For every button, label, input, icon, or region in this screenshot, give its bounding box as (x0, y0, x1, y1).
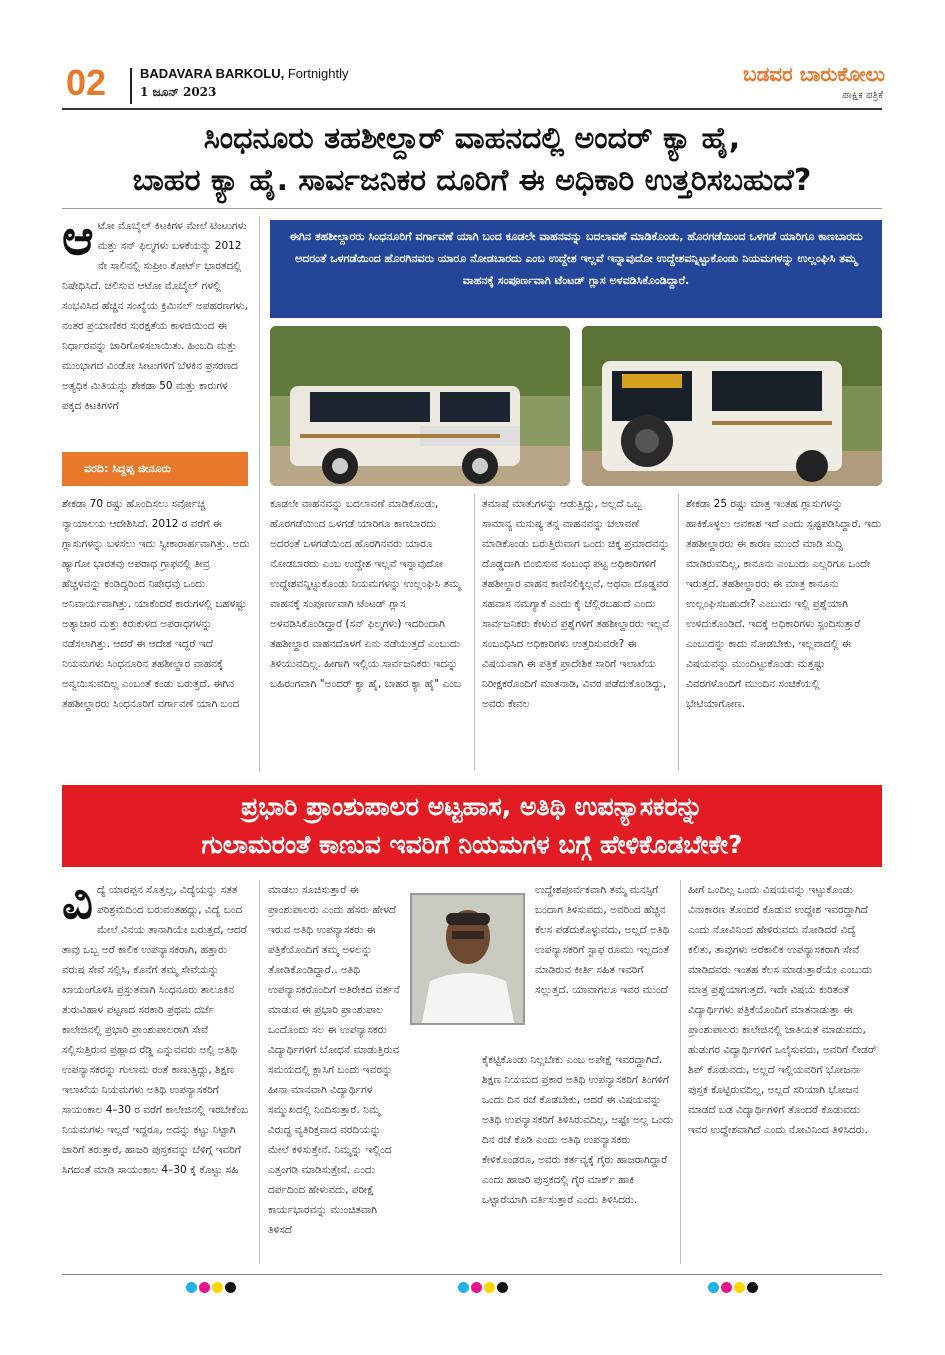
column-divider (259, 216, 260, 772)
dropcap: ವಿ (62, 880, 93, 930)
vehicle-photo-front (270, 326, 570, 486)
story2-column-1: ವಿ ದ್ಯೆ ಯಾರಪ್ಪನ ಸೊತ್ತಲ್ಲ, ವಿದ್ಯೆಯನ್ನು ಸತತ ಪರಿಶ್ರಮದಿಂದ ಬರುವಂತಹದ್ದು, ವಿದ್ಯೆ ಬಂದ ಮೇಲೆ ವಿನಯ ತಾನಾಗಿಯೇ ಬರುತ್ತದೆ, ಆದರೆ ತಾವು ಒಬ್ಬ ಅರೆ ಕಾಲಿಕ ಉಪನ್ಯಾಸಕರಾಗಿ, ಹತ್ತಾರು ವರುಷ ಸೇವೆ ಸಲ್ಲಿಸಿ, ಕೊನೆಗೆ ತಮ್ಮ ಸೇವೆಯನ್ನು ಖಾಯಂಗೊಳಿಸಿ ಪ್ರಸ್ತುತವಾಗಿ ಸಿಂಧನೂರು ತಾಲೂಕಿನ ತುರುವಿಹಾಳ ಪಟ್ಟಣದ ಸರಕಾರಿ ಪ್ರಥಮ ದರ್ಜೆ ಕಾಲೇಜಿನಲ್ಲಿ ಪ್ರಭಾರಿ ಪ್ರಾಂಶುಪಾಲರಾಗಿ ಸೇವೆ ಸಲ್ಲಿಸುತ್ತಿರುವ ಪ್ರಹ್ಲಾದ ರೆಡ್ಡಿ ಎನ್ನುವವರು ಅಲ್ಲಿ ಅತಿಥಿ ಉಪನ್ಯಾಸಕರನ್ನು ಗುಲಾಮ ರಂತೆ ಕಾಣುತ್ತಿದ್ದು, ಶಿಕ್ಷಣ ಇಲಾಖೆಯ ನಿಯಮಗಳು ಅತಿಥಿ ಉಪನ್ಯಾಸಕರಿಗೆ ಸಾಯಂಕಾಲ 4–30 ರ ವರೆಗೆ ಕಾಲೇಜಿನಲ್ಲಿ ಇರಬೇಕೆಂಬ ನಿಯಮಗಳು ಇಲ್ಲದೆ ಇದ್ದರೂ, ಅದನ್ನು ಕಟ್ಟು ನಿಟ್ಟಾಗಿ ಜಾರಿಗೆ ತರುತ್ತಾರೆ, ಹಾಜರಿ ಪುಸ್ತಕವನ್ನು ಬೆಳಿಗ್ಗೆ ಇವರಿಗೆ ಸಿಗದಂತೆ ಮಾಡಿ ಸಾಯಂಕಾಲ 4–30 ಕ್ಕೆ ಕೊಟ್ಟು ಸಹಿ (62, 880, 249, 1176)
registration-marks-center (458, 1282, 508, 1294)
issue-date: 1 ಜೂನ್ 2023 (140, 85, 217, 99)
story2-column-4: ಹೀಗೆ ಒಂದಿಲ್ಲ ಒಂದು ವಿಷಯವನ್ನು ಇಟ್ಟುಕೊಂಡು ವಿನಾಕಾರಣ ತೊಂದರೆ ಕೊಡುವ ಉದ್ದೇಶ ಇವರದ್ದಾಗಿದೆ ಎಂದು ನೋವಿನಿಂದ ಹೇಳಿರುವದು ನೋಡಿದರೆ ವಿದ್ಯೆ ಕಲಿತು, ತಾವುಗಳು ಅರೆಕಾಲಿಕ ಉಪನ್ಯಾಸಕರಾಗಿ ಸೇವೆ ಮಾಡಿದವರು ಇಂತಹ ಕೆಲಸ ಮಾಡುತ್ತಾರೆಯೇ ಎಂಬುದು ಮಾತ್ರ ಪ್ರಶ್ನೆಯಾಗುತ್ತದೆ. ಇದೇ ವಿಷಯ ಕುರಿತಂತೆ ವಿದ್ಯಾರ್ಥಿಗಳು ಪತ್ರಿಕೆಯೊಂದಿಗೆ ಮಾತನಾಡುತ್ತಾ ಈ ಪ್ರಾಂಶುಪಾಲರು ಕಾಲೇಜಿನಲ್ಲಿ ಜಾತಿಯತೆ ಮಾಡುವದು, ಹುಡುಗರ ವಿದ್ಯಾರ್ಥಿಗಳಿಗೆ ಒಲೈಸುವದು, ಅವರಿಗೆ ಲೀಡರ್ ಶಿಪ್ ಕೊಡುವದು, ಅಲ್ಲದೆ ಇಲ್ಲಿಯವರಿಗೆ ಭೋಜನಾ ಪುಸ್ತಕ ಕೊಟ್ಟಿರುವದಿಲ್ಲ, ಅಲ್ಲದೆ ಸರಿಯಾಗಿ ಭೋಜನ ಮಾಡದೆ ಬಡ ವಿದ್ಯಾರ್ಥಿಗಳಿಗೆ ತೊಂದರೆ ಕೊಡುವದು ಇವರ ಉದ್ದೇಶವಾಗಿದೆ ಎಂದು ನೋವಿನಿಂದ ತಿಳಿಸಿದರು. (688, 884, 877, 1136)
brand-subtitle: ಪಾಕ್ಷಿಕ ಪತ್ರಿಕೆ (842, 90, 883, 101)
story2-column-3-bottom: ಕೈಕಟ್ಟಿಕೊಂಡು ನಿಲ್ಲಬೇಕು ಎಂಬ ಅಪೇಕ್ಷೆ ಇವರದ್ದಾಗಿದೆ. ಶಿಕ್ಷಣ ನಿಯಮದ ಪ್ರಕಾರ ಅತಿಥಿ ಉಪನ್ಯಾಸಕರಿಗೆ ತಿಂಗಳಿಗೆ ಒಂದು ದಿನ ರಜೆ ಕೊಡಬೇಕು, ಆದರೆ ಈ ವಿಷಯವನ್ನು ಅತಿಥಿ ಉಪನ್ಯಾಸಕರಿಗೆ ತಿಳಿಸಿರುವದಿಲ್ಲ, ಅಷ್ಟೇ ಅಲ್ಲ ಒಂದು ದಿನ ರಜೆ ಕೊಡಿ ಎಂದು ಅತಿಥಿ ಉಪನ್ಯಾಸಕರು ಕೇಳಿಕೊಂಡರೂ, ಅವರು ಕರ್ತವ್ಯಕ್ಕೆ ಗೈರು ಹಾಜರಾಗಿದ್ದಾರೆ ಎಂದು ಹಾಜರಿ ಪುಸ್ತಕದಲ್ಲಿ ಗೈರ ಮಾರ್ಕ್ ಹಾಕಿ ಒಟ್ಟಾರೆಯಾಗಿ ವರ್ತಿಸುತ್ತಾರೆ ಎಂದು ತಿಳಿಸಿದರು. (482, 1054, 674, 1206)
brand-title: ಬಡವರ ಬಾರುಕೋಲು (743, 62, 885, 86)
suv-rear-image (582, 326, 882, 486)
footer-rule (62, 1274, 882, 1275)
story2-headline-banner: ಪ್ರಭಾರಿ ಪ್ರಾಂಶುಪಾಲರ ಅಟ್ಟಹಾಸ, ಅತಿಥಿ ಉಪನ್ಯಾಸಕರನ್ನು ಗುಲಾಮರಂತೆ ಕಾಣುವ ಇವರಿಗೆ ನಿಯಮಗಳ ಬಗ್ಗೆ ಹೇಳಿಕೊಡಬೇಕೇ? (62, 785, 882, 867)
principal-portrait (410, 893, 525, 1025)
registration-marks-left (186, 1282, 236, 1294)
byline: ವರದಿ: ಸಿದ್ದಪ್ಪ ಜೀನೂರು (62, 452, 248, 486)
column-divider (474, 494, 475, 770)
story1-column-2: ಕೂಡಲೇ ವಾಹನವನ್ನು ಬದಲಾವಣೆ ಮಾಡಿಕೊಂಡು, ಹೊರಗಡೆಯಿಂದ ಒಳಗಡೆ ಯಾರಿಗೂ ಕಾಣಬಾರದು ಅದರಂತೆ ಒಳಗಡೆಯಿಂದ ಹೊರಗಿನವರು ಯಾರೂ ನೋಡಬಾರದು ಎಂಬ ಉದ್ದೇಶ ಇಲ್ಲವೆ ಇನ್ನಾವುದೋ ಉದ್ದೇಶವನ್ನಿಟ್ಟುಕೊಂಡು ನಿಯಮಗಳನ್ನು ಉಲ್ಲಂಘಿಸಿ ತಮ್ಮ ವಾಹನಕ್ಕೆ ಸಂಪೂರ್ಣವಾಗಿ ಟೆಂಟಡ್ ಗ್ಲಾಸ ಅಳವಡಿಸಿಕೊಂಡಿದ್ದಾರೆ (ಸನ್ ಫಿಲ್ಮಗಳು) ಇದರಿಂದಾಗಿ ತಹಶೀಲ್ದಾರ ವಾಹನದೊಳಗೆ ಏನು ನಡೆಯುತ್ತದೆ ಎಂಬುದು ತಿಳಿಯುವದಿಲ್ಲ. ಹೀಗಾಗಿ ಇಲ್ಲಿಯ ಸಾರ್ವಜನಿಕರು ಇದನ್ನು ಬಹಿರಂಗವಾಗಿ "ಅಂದರ್ ಕ್ಯಾ ಹೈ, ಬಾಹರ ಕ್ಯಾ ಹೈ" ಎಂಬ (270, 498, 461, 690)
dropcap: ಆ (62, 216, 94, 266)
column-divider (678, 494, 679, 770)
story1-column-1-bottom: ಶೇಕಡಾ 70 ರಷ್ಟು ಹೊಂದಿಸಲು ಸರ್ವೋಚ್ಚ ನ್ಯಾಯಾಲಯ ಆದೇಶಿಸಿದೆ. 2012 ರ ವರೆಗೆ ಈ ಗ್ಲಾಸುಗಳನ್ನು ಬಳಸಲು ಇದು ಸ್ವೀಕಾರಾರ್ಹವಾಗಿತ್ತು. ಅದು ಹ್ಯಾಗೋ ಭಾರತವು ಅಪರಾಧ ಗ್ರಾಫನಲ್ಲಿ ತೀವ್ರ ಹೆಚ್ಚಳವನ್ನು ಕಂಡಿದ್ದರಿಂದ ನಿಷೇಧವು ಒಂದು ಅನಿವಾರ್ಯವಾಗಿತ್ತು. ಯಾಕೆಂದರೆ ಕಾರುಗಳಲ್ಲಿ ಬಹಳಷ್ಟು ಅತ್ಯಾಚಾರ ಮತ್ತು ಕಿರುಕುಳದ ಅಪರಾಧಗಳನ್ನು ನಡೆಸಲಾಗಿತ್ತು. ಆದರೆ ಈ ಆದೇಶ ಇದ್ದರೆ ಇದೆ ನಿಯಮಗಳು ಸಿಂಧನೂರಿನ ತಹಶೀಲ್ದಾರ ವಾಹನಕ್ಕೆ ಅನ್ವಯಿಸುವದಿಲ್ಲ ಎಂಬಂತೆ ಕಂಡು ಬರುತ್ತದೆ. ಈಗಿನ ತಹಶೀಲ್ದಾರರು ಸಿಂಧನೂರಿಗೆ ವರ್ಗಾವಣೆ ಯಾಗಿ ಬಂದ (62, 498, 250, 710)
story1-column-3: ತಮಾಷೆ ಮಾತುಗಳನ್ನು ಆಡುತ್ತಿದ್ದು, ಅಲ್ಲದೆ ಒಬ್ಬ ಸಾಮಾನ್ಯ ಮನುಷ್ಯ ತನ್ನ ವಾಹನವನ್ನು ಚಲಾವಣೆ ಮಾಡಿಕೊಂಡು ಬರುತ್ತಿರುವಾಗ ಒಂದು ಚಿಕ್ಕ ಪ್ರಮಾದವನ್ನು ದೊಡ್ಡದಾಗಿ ಬಿಂಬಿಸುವ ಸಂಬಂಧ ಪಟ್ಟ ಅಧಿಕಾರಿಗಳಿಗೆ ತಹಶೀಲ್ದಾರ ವಾಹನ ಕಾಣಿಸಲಿಕ್ಕಿಲ್ಲವೆ, ಅಥವಾ ದೊಡ್ಡವರ ಸಹವಾಸ ನಮಗ್ಯಾಕೆ ಎಂದು ಕೈ ಚೆಲ್ಲಿರಬಹುದೆ ಎಂದು ಸಾರ್ವಜನಿಕರು ಕೇಳುವ ಪ್ರಶ್ನೆಗಳಿಗೆ ತಹಶೀಲ್ದಾರರು ಇಲ್ಲವೆ ಸಂಬಂಧಿಸಿದ ಅಧಿಕಾರಿಗಳು ಉತ್ತರಿಸುವರೇ? ಈ ವಿಷಯವಾಗಿ ಈ ಪತ್ರಿಕೆ ಪ್ರಾದೇಶಿಕ ಸಾರಿಗೆ ಇಲಾಖೆಯ ನಿರೀಕ್ಷಕರೊಂದಿಗೆ ಮಾತನಾಡಿ, ವಿವರ ಪಡೆದುಕೊಂಡಿದ್ದು, ಅವರು ಕೇವಲ (482, 498, 670, 710)
vehicle-photo-rear (582, 326, 882, 486)
header-divider (130, 68, 132, 104)
story2-column-2: ಮಾಡಲು ಸೂಚಿಸುತ್ತಾರೆ ಈ ಪ್ರಾಂಶುಪಾಲರು ಎಂದು ಹೆಸರು ಹೇಳದೆ ಇರುವ ಅತಿಥಿ ಉಪನ್ಯಾಸಕರು ಈ ಪತ್ರಿಕೆಯೊಂದಿಗೆ ತಮ್ಮ ಅಳಲನ್ನು ತೋಡಿಕೊಂಡಿದ್ದಾರೆ.. ಅತಿಥಿ ಉಪನ್ಯಾಸಕರೊಂದಿಗೆ ಅತಿರೇಕದ ವರ್ತನೆ ಮಾಡುವ ಈ ಪ್ರಭಾರಿ ಪ್ರಾಂಶುಪಾಲ ಒಂದೊಂದು ಸಲ ಈ ಉಪನ್ಯಾಸಕರು ವಿದ್ಯಾರ್ಥಿಗಳಿಗೆ ಬೋಧನೆ ಮಾಡುತ್ತಿರುವ ಸಮಯದಲ್ಲಿ ಕ್ಲಾಸಿಗೆ ಬಂದು ಇವರನ್ನು ಹೀನಾ ಮಾನವಾಗಿ ವಿದ್ಯಾರ್ಥಿಗಳ ಸಮ್ಮುಖದಲ್ಲಿ ನಿಂದಿಸುತ್ತಾರೆ. ನಿಮ್ಮ ವಿರುದ್ಧ ವ್ಯತಿರಿಕ್ತವಾದ ವರದಿಯನ್ನು ಮೇಲೆ ಕಳಿಸುತ್ತೇನೆ. ನಿಮ್ಮನ್ನು ಇಲ್ಲಿಂದ ಎತ್ತಂಗಡಿ ಮಾಡಿಸುತ್ತೇನೆ. ಎಂದು ದರ್ಪದಿಂದ ಹೇಳುವದು, ಪರೀಕ್ಷೆ ಕಾರ್ಯಭಾರವನ್ನು ಮುಂಚಿತವಾಗಿ ತಿಳಿಸದೆ (268, 884, 400, 1236)
story1-headline: ಸಿಂಧನೂರು ತಹಶೀಲ್ದಾರ್ ವಾಹನದಲ್ಲಿ ಅಂದರ್ ಕ್ಯಾ ಹೈ, ಬಾಹರ ಕ್ಯಾ ಹೈ. ಸಾರ್ವಜನಿಕರ ದೂರಿಗೆ ಈ ಅಧಿಕಾರಿ ಉತ್ತರಿಸಬಹುದೆ? (132, 121, 812, 198)
paper-name: BADAVARA BARKOLU, Fortnightly (140, 66, 349, 81)
header-rule (62, 108, 882, 110)
column-divider (680, 880, 681, 1264)
story1-column-4: ಶೇಕಡಾ 25 ರಷ್ಟು ಮಾತ್ರ ಇಂತಹ ಗ್ಲಾಸುಗಳನ್ನು ಹಾಕಿಕೊಳ್ಳಲು ಅವಕಾಶ ಇದೆ ಎಂದು ಸ್ಪಷ್ಟಪಡಿಸಿದ್ದಾರೆ. ಇದು ತಹಶೀಲ್ದಾರರು ಈ ಕಾರಣ ಮುಂದೆ ಮಾಡಿ ಸುದ್ದಿ ಮಾಡಿರುವದಿಲ್ಲ, ಕಾನೂನು ಎಂಬುದು ಎಲ್ಲರಿಗೂ ಒಂದೇ ಇರುತ್ತದೆ. ತಹಶೀಲ್ದಾರರು ಈ ಮಾತ್ರ ಕಾನೂನು ಉಲ್ಲಂಘಿಸಬಹುದೇ? ಎಂಬುದು ಇಲ್ಲಿ ಪ್ರಶ್ನೆಯಾಗಿ ಉಳಿದುಕೊಂಡಿದೆ. ಇದಕ್ಕೆ ಅಧಿಕಾರಿಗಳು ಸ್ಪಂದಿಸುತ್ತಾರೆ ಎಂಬುದನ್ನು ಕಾದು ನೋಡಬೇಕು, ಇಲ್ಲವಾದಲ್ಲಿ ಈ ವಿಷಯವನ್ನು ಮುಂದಿಟ್ಟುಕೊಂಡು ಮತ್ತಷ್ಟು ವಿವರಗಳೊಂದಿಗೆ ಮುಂದಿನ ಸಂಚಿಕೆಯಲ್ಲಿ ಭೇಟಿಯಾಗೋಣ. (686, 498, 882, 710)
registration-marks-right (708, 1282, 758, 1294)
story1-column-1-top: ಆ ಟೋ ಮೊಬೈಲ್ ಕಿಟಕಿಗಳ ಮೇಲೆ ಟಿಂಟುಗಳು ಮತ್ತು ಸನ್ ಫಿಲ್ಮಗಳು ಬಳಕೆಯನ್ನು 2012 ನೇ ಸಾಲಿನಲ್ಲಿ ಸುಪ್ರೀಂ ಕೋರ್ಟ್ ಭಾರತದಲ್ಲಿ ನಿಷೇಧಿಸಿದೆ. ಚಲಿಸುವ ಆಟೋ ಮೊಬೈಲ್ ಗಳಲ್ಲಿ ಸಂಭವಿಸಿದ ಹೆಚ್ಚಿನ ಸಂಖ್ಯೆಯ ಕ್ರಿಮಿನಲ್ ಅಪಹರಣಗಳು, ನಂತರ ಪ್ರಯಾಣಿಕರ ಸುರಕ್ಷತೆಯ ಕಾಳಜಿಯಿಂದ ಈ ನಿರ್ಧಾರವನ್ನು ಜಾರಿಗೊಳಿಸಲಾಯಿತು. ಹಿಂಬದಿ ಮತ್ತು ಮುಂಭಾಗದ ವಿಂಡೋ ಸೀಟುಗಳಿಗೆ ಬೆಳಕಿನ ಪ್ರಸರಣದ ಅತ್ಯಧಿಕ ಮಿತಿಯನ್ನು ಶೇಕಡಾ 50 ಮತ್ತು ಕಾರುಗಳ ಪಕ್ಕದ ಕಿಟಕಿಗಳಿಗೆ (62, 216, 248, 412)
man-portrait-image (412, 895, 523, 1023)
story2-column-3-top: ಉದ್ದೇಶಪೂರ್ವಕವಾಗಿ ತಮ್ಮ ಮನಸ್ಸಿಗೆ ಬಂದಾಗ ತಿಳಿಸುವದು, ಅವರಿಂದ ಹೆಚ್ಚಿನ ಕೆಲಸ ಪಡೆದುಕೊಳ್ಳುವದು, ಅಲ್ಲದೆ ಅತಿಥಿ ಉಪನ್ಯಾಸಕರಿಗೆ ಸ್ಟಾಫ ರೂಮು ಇಲ್ಲದಂತೆ ಮಾಡಿರುವ ಕೀರ್ತಿ ಸಹಿತ ಇವರಿಗೆ ಸಲ್ಲುತ್ತದೆ. ಯಾವಾಗಲೂ ಇವರ ಮುಂದೆ (535, 884, 670, 996)
column-divider (259, 880, 260, 1264)
highlight-box: ಈಗಿನ ತಹಶೀಲ್ದಾರರು ಸಿಂಧನೂರಿಗೆ ವರ್ಗಾವಣೆ ಯಾಗಿ ಬಂದ ಕೂಡಲೇ ವಾಹನವನ್ನು ಬದಲಾವಣೆ ಮಾಡಿಕೊಂಡು, ಹೊರಗಡೆಯಿಂದ ಒಳಗಡೆ ಯಾರಿಗೂ ಕಾಣಬಾರದು ಅದರಂತೆ ಒಳಗಡೆಯಿಂದ ಹೊರಗಿನವರು ಯಾರೂ ನೋಡಬಾರದು ಎಂಬ ಉದ್ದೇಶ ಇಲ್ಲವೆ ಇನ್ನಾವುದೋ ಉದ್ದೇಶವನ್ನಿಟ್ಟುಕೊಂಡು ನಿಯಮಗಳನ್ನು ಉಲ್ಲಂಘಿಸಿ ತಮ್ಮ ವಾಹನಕ್ಕೆ ಸಂಪೂರ್ಣವಾಗಿ ಟೆಂಟಡ್ ಗ್ಲಾಸ ಅಳವಡಿಸಿಕೊಂಡಿದ್ದಾರೆ. (270, 220, 882, 318)
suv-front-image (270, 326, 570, 486)
headline-rule (62, 208, 882, 209)
page-number: 02 (66, 62, 107, 103)
